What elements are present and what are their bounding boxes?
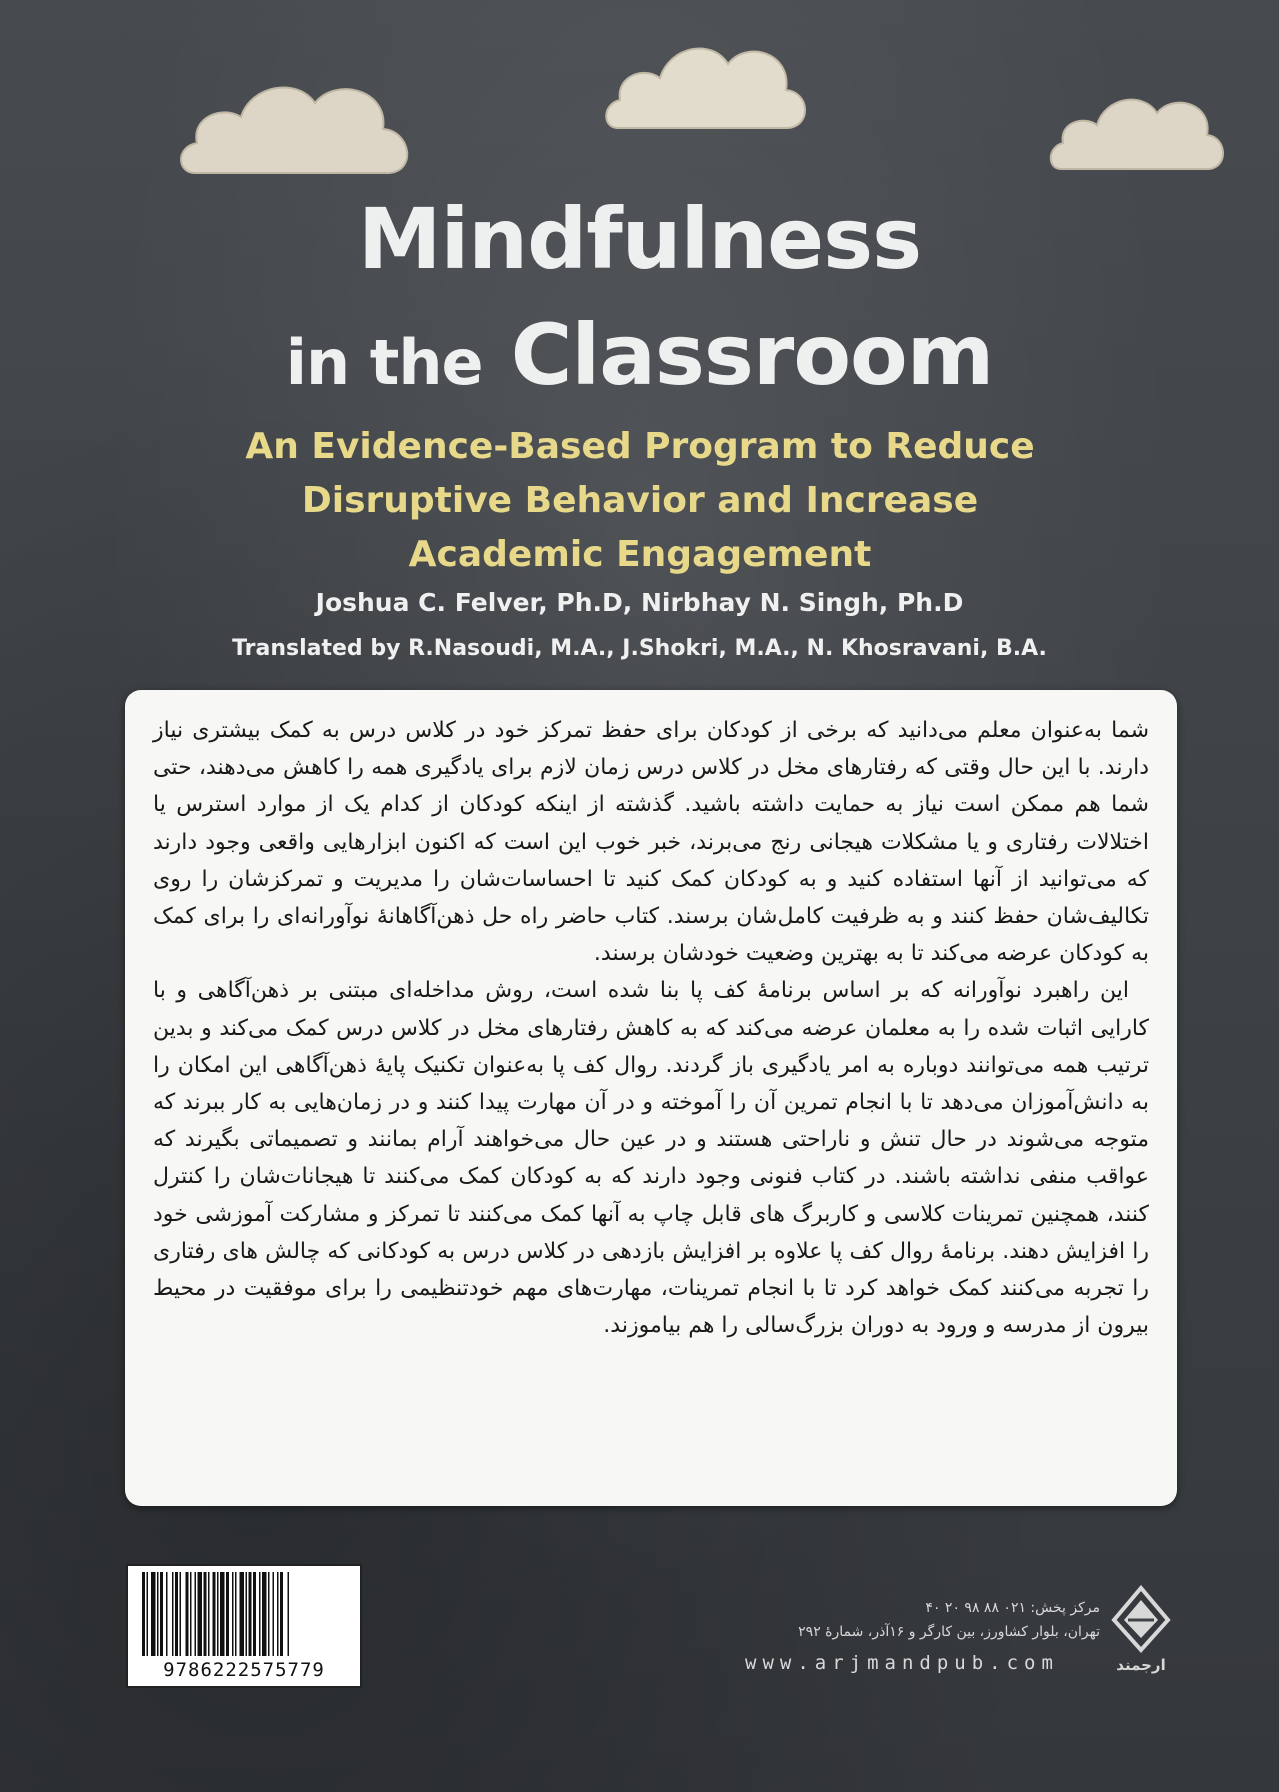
barcode-bar: [253, 1572, 256, 1656]
barcode-bar: [175, 1572, 178, 1656]
publisher-website: www.arjmandpub.com: [745, 1652, 1059, 1674]
cloud-icon: [1045, 75, 1225, 175]
isbn-barcode: [126, 1564, 362, 1688]
barcode-bar: [262, 1572, 267, 1656]
book-title-line2: [0, 306, 1279, 404]
book-title-prefix: in the: [285, 326, 483, 399]
barcode-bar: [217, 1572, 219, 1656]
blurb-text: [153, 712, 1149, 1344]
barcode-bar: [157, 1572, 159, 1656]
barcode-bar: [160, 1572, 163, 1656]
barcode-bar: [273, 1572, 275, 1656]
book-title-main: Classroom: [510, 306, 994, 404]
blurb-paragraph: این راهبرد نوآورانه که بر اساس برنامهٔ کف پا بنا شده است، روش مداخله‌ای مبتنی بر ذهن‌آگاهی و با کارایی اثبات شده را به معلمان عرضه می‌کند که به کاهش رفتارهای مخل در کلاس درس کمک می‌کند و بدین ترتیب همه می‌توانند دوباره به امر یادگیری باز گردند. روال کف پا به‌عنوان تکنیک پایهٔ ذهن‌آگاهی این امکان را به دانش‌آموزان می‌دهد تا با انجام تمرین آن را آموخته و در آن مهارت پیدا کنند و در زمان‌هایی به کار ببرند که متوجه می‌شوند در حال تنش و ناراحتی هستند و در عین حال می‌خواهند آرام بمانند و تصمیماتی بگیرند که عواقب منفی نداشته باشند. در کتاب فنونی وجود دارند که به کودکان کمک می‌کنند تا هیجانات‌شان را کنترل کنند، همچنین تمرینات کلاسی و کاربرگ های قابل چاپ به آنها کمک می‌کنند تا تمرکز و مشارکت آموزشی خود را افزایش دهند. برنامهٔ روال کف پا علاوه بر افزایش بازدهی در کلاس درس به کودکانی که چالش های رفتاری را تجربه می‌کنند کمک خواهد کرد تا با انجام تمرینات، مهارت‌های مهم خودتنظیمی را برای موفقیت در محیط بیرون از مدرسه و ورود به دوران بزرگ‌سالی را هم بیاموزند.: [153, 978, 1149, 1339]
barcode-bar: [235, 1572, 237, 1656]
barcode-bar: [186, 1572, 189, 1656]
barcode-bar: [246, 1572, 248, 1656]
barcode-bar: [180, 1572, 182, 1656]
barcode-bar: [249, 1572, 252, 1656]
barcode-bar: [288, 1572, 290, 1656]
publisher-info: [740, 1596, 1100, 1644]
barcode-bar: [147, 1572, 149, 1656]
blurb-paragraph: شما به‌عنوان معلم می‌دانید که برخی از کودکان برای حفظ تمرکز خود در کلاس درس به کمک بیشتری نیاز دارند. با این حال وقتی که رفتارهای مخل در کلاس درس زمان لازم برای یادگیری همه را کاهش می‌دهند، حتی شما هم ممکن است نیاز به حمایت داشته باشید. گذشته از اینکه کودکان از کدام یک از موارد استرس یا اختلالات رفتاری و یا مشکلات هیجانی رنج می‌برند، خبر خوب این است که اکنون ابزارهایی واقعی وجود دارند که می‌توانید از آنها استفاده کنید و به کودکان کمک کنید تا احساسات‌شان را مدیریت و تمرکزشان را روی تکالیف‌شان حفظ کنند و به ظرفیت کامل‌شان برسند. کتاب حاضر راه حل ذهن‌آگاهانهٔ نوآورانه‌ای را برای کمک به کودکان عرضه می‌کند تا به بهترین وضعیت خودشان برسند.: [153, 718, 1149, 967]
authors-line: Joshua C. Felver, Ph.D, Nirbhay N. Singh, Ph.D: [315, 588, 964, 617]
barcode-bar: [268, 1572, 270, 1656]
translators-line: Translated by R.Nasoudi, M.A., J.Shokri, M.A., N. Khosravani, B.A.: [232, 636, 1047, 661]
barcode-bar: [259, 1572, 261, 1656]
barcode-bar: [213, 1572, 216, 1656]
cloud-icon: [175, 55, 425, 180]
barcode-bar: [232, 1572, 234, 1656]
barcode-bar: [226, 1572, 229, 1656]
distribution-phone: مرکز پخش: ۰۲۱ ۸۸ ۹۸ ۲۰ ۴۰: [925, 1600, 1100, 1616]
subtitle-line: An Evidence-Based Program to Reduce: [245, 426, 1035, 467]
barcode-bar: [240, 1572, 245, 1656]
barcode-bar: [172, 1572, 174, 1656]
barcode-bar: [208, 1572, 210, 1656]
barcode-bar: [220, 1572, 225, 1656]
barcode-bar: [280, 1572, 283, 1656]
cloud-icon: [600, 20, 810, 135]
publisher-address: تهران، بلوار کشاورز، بین کارگر و ۱۶آذر، شمارهٔ ۲۹۲: [798, 1624, 1100, 1640]
publisher-logo-icon: [1108, 1584, 1174, 1654]
blurb-panel: [125, 690, 1177, 1506]
subtitle-line: Disruptive Behavior and Increase: [301, 480, 979, 521]
book-subtitle: [140, 420, 1140, 582]
barcode-bar: [142, 1572, 145, 1656]
publisher-name: ارجمند: [1116, 1656, 1166, 1674]
barcode-bar: [166, 1572, 168, 1656]
barcode-bar: [277, 1572, 279, 1656]
barcode-bar: [204, 1572, 207, 1656]
subtitle-line: Academic Engagement: [408, 534, 872, 575]
barcode-bar: [190, 1572, 192, 1656]
barcode-bars: [128, 1566, 360, 1658]
book-title-line1: Mindfulness: [357, 190, 922, 288]
barcode-bar: [151, 1572, 156, 1656]
barcode-bar: [198, 1572, 203, 1656]
barcode-bar: [195, 1572, 197, 1656]
isbn-digits: 9786222575779: [163, 1659, 325, 1681]
